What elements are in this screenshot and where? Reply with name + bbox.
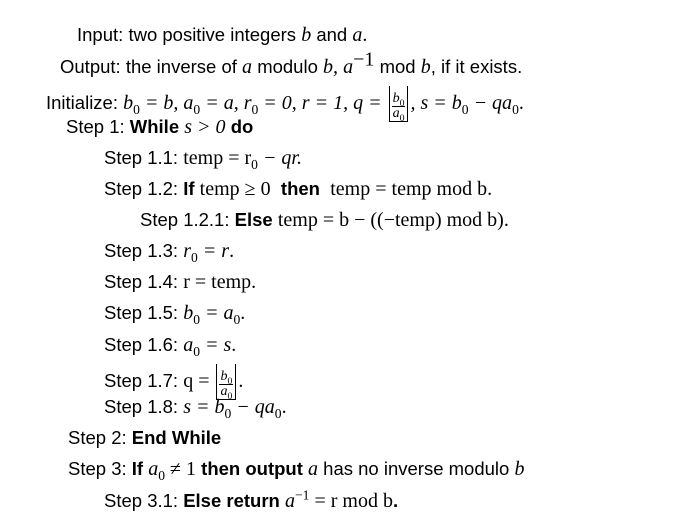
var-a: a <box>242 56 253 78</box>
step-expression: $a^{-1} = r$ mod b <box>285 487 393 512</box>
output-mod: mod <box>379 56 416 77</box>
step-1 <box>66 116 253 138</box>
if-condition: $a_0 \ne 1$ <box>148 458 197 483</box>
step-label: Step 2: <box>68 427 127 448</box>
step-expression: temp = $r_0$ − qr. <box>183 147 302 172</box>
step-label: Step 1.5: <box>104 302 179 323</box>
step-label: Step 1.4: <box>104 271 179 292</box>
step-label: Step 1: <box>66 116 125 137</box>
step-3-1: Step 3.1: Else return $a^{-1} = r$ mod b. <box>104 487 399 512</box>
floor-fraction: $\frac{b_0}{a_0}$ <box>216 364 236 400</box>
step-label: Step 1.3: <box>104 240 179 261</box>
step-1-3: Step 1.3: $r_0 = r$. <box>104 240 235 265</box>
step-label: Step 3.1: <box>104 490 179 511</box>
init-expression: $b_0 = b$, $a_0 = a$, $r_0 = 0$, r = 1, q = <box>123 91 387 117</box>
step-1-4: Step 1.4: r = temp. <box>104 271 257 293</box>
step-expression: temp = temp mod b <box>330 178 488 200</box>
output-label: Output: <box>60 56 121 77</box>
step-expression: r = temp <box>183 271 252 293</box>
step-expression: temp = b − ((−temp) mod b) <box>277 209 504 231</box>
var-b: b <box>514 458 525 480</box>
step-text: has no inverse modulo <box>323 458 510 479</box>
step-1-2: Step 1.2: If temp ≥ 0 then temp = temp mod b. <box>104 178 493 200</box>
var-a: a <box>308 458 319 480</box>
step-label: Step 1.2.1: <box>140 209 230 230</box>
keyword-else-return: Else return <box>183 490 280 511</box>
input-label: Input: <box>77 24 124 45</box>
init-s-expression: , $s = b_0 - qa_0$. <box>410 91 524 117</box>
keyword-if: If <box>131 458 144 479</box>
step-3 <box>68 458 525 483</box>
keyword-then: then <box>280 178 320 199</box>
step-expression: $a_0 = s$ <box>183 334 232 359</box>
step-1-2-1: Step 1.2.1: Else temp = b − ((−temp) mod b). <box>140 209 509 231</box>
keyword-then-output: then output <box>201 458 303 479</box>
step-1-7: Step 1.7: q = $\frac{b_0}{a_0}$ . <box>104 364 243 400</box>
step-2 <box>68 427 221 449</box>
keyword-do: do <box>230 116 254 137</box>
input-and: and <box>316 24 348 45</box>
step-1-6: Step 1.6: $a_0 = s$. <box>104 334 237 359</box>
keyword-if: If <box>183 178 195 199</box>
while-condition: s > 0 <box>184 116 226 138</box>
step-expression: $r_0 = r$ <box>183 240 230 265</box>
step-1-8: Step 1.8: $s = b_0 - qa_0$. <box>104 396 287 421</box>
step-label: Step 1.7: <box>104 369 179 391</box>
if-condition: temp ≥ 0 <box>199 178 271 200</box>
step-expression: q = <box>183 369 215 392</box>
keyword-else: Else <box>234 209 273 230</box>
output-line <box>60 48 523 78</box>
var-b: b <box>420 56 431 78</box>
step-label: Step 1.8: <box>104 396 179 417</box>
step-1-1 <box>104 147 302 172</box>
step-1-5: Step 1.5: $b_0 = a_0$. <box>104 302 246 327</box>
output-modulo: modulo <box>257 56 318 77</box>
var-a-inverse: $a^{-1}$ <box>343 48 375 78</box>
var-b: b <box>301 24 312 46</box>
step-label: Step 1.2: <box>104 178 179 199</box>
input-line: Input: two positive integers b and a. <box>77 24 368 46</box>
floor-fraction: $\frac{b_0}{a_0}$ <box>389 86 409 122</box>
var-a: a <box>352 24 363 46</box>
step-expression: $s = b_0 - qa_0$ <box>183 396 282 421</box>
keyword-while: While <box>129 116 180 137</box>
var-b: b, <box>323 56 339 78</box>
output-tail: , if it exists. <box>430 56 523 77</box>
input-text: two positive integers <box>128 24 297 45</box>
step-label: Step 1.1: <box>104 147 179 168</box>
output-text: the inverse of <box>125 56 237 77</box>
step-label: Step 3: <box>68 458 127 479</box>
keyword-end-while: End While <box>131 427 222 448</box>
step-expression: $b_0 = a_0$ <box>183 302 241 327</box>
step-label: Step 1.6: <box>104 334 179 355</box>
initialize-label: Initialize: <box>46 91 118 113</box>
